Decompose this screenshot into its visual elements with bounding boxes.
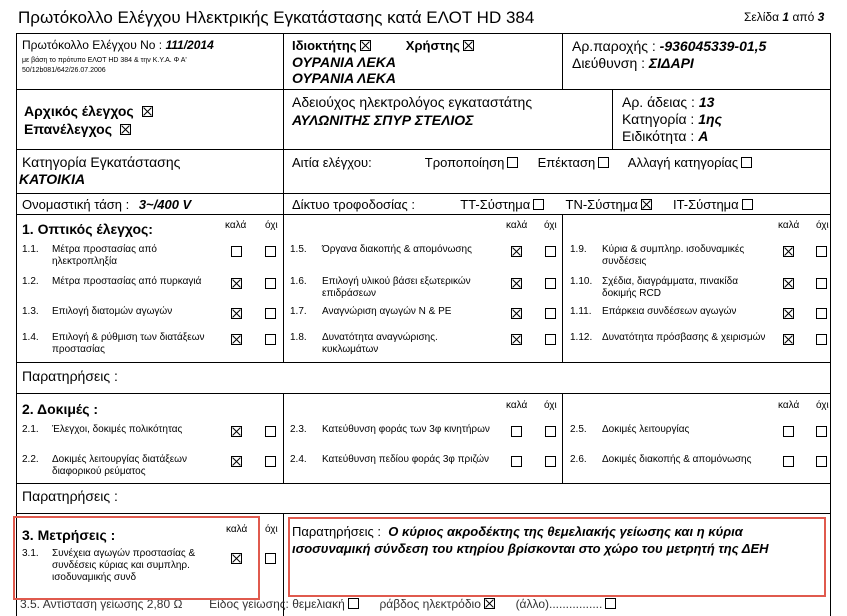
address: Διεύθυνση : ΣΙΔΑΡΙ [572,55,694,71]
initial-check-checkbox[interactable] [142,106,153,117]
section1-item-no-checkbox[interactable] [265,246,276,257]
section2-item-no-checkbox[interactable] [545,426,556,437]
recheck: Επανέλεγχος [24,121,131,137]
section1-item-text: Σχέδια, διαγράμματα, πινακίδα δοκιμής RCD [602,276,738,299]
earthing-row: 3.5. Αντίσταση γείωσης 2,80 Ω Είδος γείωσης: θεμελιακή ράβδος ηλεκτρόδιο (άλλο)................ [20,597,616,611]
section3-item-no-checkbox[interactable] [265,553,276,564]
section2-item-text: Δοκιμές λειτουργίας [602,424,690,435]
section1-item-number: 1.11. [570,306,592,317]
section1-title: 1. Οπτικός έλεγχος: [22,221,153,237]
tt-system-checkbox[interactable] [533,199,544,210]
section1-item-number: 1.1. [22,244,39,255]
section1-item-text: Επιλογή & ρύθμιση των διατάξεων προστασίας [52,332,205,355]
section1-item-good-checkbox[interactable] [783,278,794,289]
initial-check: Αρχικός έλεγχος [24,103,153,119]
section1-item-good-checkbox[interactable] [231,246,242,257]
section3-no-header: όχι [265,524,278,535]
page-indicator: Σελίδα 1 από 3 [744,10,825,24]
section1-item-good-checkbox[interactable] [231,278,242,289]
foundation-earth-checkbox[interactable] [348,598,359,609]
section1-item-no-checkbox[interactable] [545,278,556,289]
section1-remarks: Παρατηρήσεις : [22,368,118,384]
check-reason: Αιτία ελέγχου: Τροποποίηση Επέκταση Αλλαγή κατηγορίας [292,155,752,170]
user-checkbox[interactable] [463,40,474,51]
section1-item-number: 1.7. [290,306,307,317]
section3-title: 3. Μετρήσεις : [22,527,116,543]
section2-item-text: Κατεύθυνση πεδίου φοράς 3φ πριζών [322,454,489,465]
section1-item-good-checkbox[interactable] [511,246,522,257]
section2-item-no-checkbox[interactable] [816,426,827,437]
section1-item-number: 1.9. [570,244,587,255]
supply-number: Αρ.παροχής : -936045339-01,5 [572,38,767,54]
supply-network: Δίκτυο τροφοδοσίας : TT-Σύστημα TN-Σύστημα IT-Σύστημα [292,197,753,212]
section2-item-good-checkbox[interactable] [231,456,242,467]
owner-checkbox[interactable] [360,40,371,51]
section1-item-text: Επιλογή διατομών αγωγών [52,306,173,317]
section1-item-number: 1.4. [22,332,39,343]
section1-item-text: Δυνατότητα αναγνώρισης. κυκλωμάτων [322,332,438,355]
section2-item-good-checkbox[interactable] [231,426,242,437]
section2-title: 2. Δοκιμές : [22,401,99,417]
section2-item-number: 2.4. [290,454,307,465]
section1-item-good-checkbox[interactable] [231,334,242,345]
section1-item-no-checkbox[interactable] [816,334,827,345]
license-number: Αρ. άδειας : 13 [622,94,715,110]
section1-item-number: 1.12. [570,332,593,343]
section1-item-text: Μέτρα προστασίας από ηλεκτροπληξία [52,244,157,267]
rod-electrode-checkbox[interactable] [484,598,495,609]
section2-item-number: 2.5. [570,424,587,435]
electrician-name: ΑΥΛΩΝΙΤΗΣ ΣΠΥΡ ΣΤΕΛΙΟΣ [292,112,474,128]
section1-item-text: Επιλογή υλικού βάσει εξωτερικών επιδράσεων [322,276,471,299]
section1-item-text: Επάρκεια συνδέσεων αγωγών [602,306,737,317]
section2-item-number: 2.3. [290,424,307,435]
section2-col3-no-header: όχι [816,400,829,411]
section1-item-text: Δυνατότητα πρόσβασης & χειρισμών [602,332,766,343]
section2-item-good-checkbox[interactable] [783,426,794,437]
section2-col3-good-header: καλά [778,400,800,411]
section1-col1-good-header: καλά [225,220,247,231]
section1-item-text: Κύρια & συμπληρ. ισοδυναμικές συνδέσεις [602,244,745,267]
section1-col1-no-header: όχι [265,220,278,231]
section2-item-no-checkbox[interactable] [816,456,827,467]
owner-user-row: Ιδιοκτήτης Χρήστης [292,38,474,53]
user-name: ΟΥΡΑΝΙΑ ΛΕΚΑ [292,70,396,86]
nominal-voltage: Ονομαστική τάση : 3~/400 V [22,197,192,212]
section1-item-good-checkbox[interactable] [231,308,242,319]
section1-item-no-checkbox[interactable] [265,278,276,289]
section1-item-no-checkbox[interactable] [545,308,556,319]
page-title: Πρωτόκολλο Ελέγχου Ηλεκτρικής Εγκατάστασης κατά ΕΛΟΤ HD 384 [18,8,535,27]
highlight-box-remarks [288,517,826,597]
section1-item-good-checkbox[interactable] [511,278,522,289]
section3-item-number: 3.1. [22,548,39,559]
specialty: Ειδικότητα : Α [622,128,709,144]
section1-item-no-checkbox[interactable] [545,334,556,345]
section1-item-good-checkbox[interactable] [511,308,522,319]
protocol-number: Πρωτόκολλο Ελέγχου No : 111/2014 [22,38,214,52]
reason-extension-checkbox[interactable] [598,157,609,168]
section3-good-header: καλά [226,524,248,535]
install-category: ΚΑΤΟΙΚΙΑ [19,171,86,187]
section2-item-good-checkbox[interactable] [511,426,522,437]
section1-item-good-checkbox[interactable] [511,334,522,345]
section1-item-text: Αναγνώριση αγωγών N & PE [322,306,452,317]
section1-col2-good-header: καλά [506,220,528,231]
section1-item-number: 1.3. [22,306,39,317]
recheck-checkbox[interactable] [120,124,131,135]
section1-item-no-checkbox[interactable] [265,334,276,345]
section1-item-good-checkbox[interactable] [783,308,794,319]
section1-item-number: 1.8. [290,332,307,343]
section2-item-no-checkbox[interactable] [265,456,276,467]
section1-item-text: Μέτρα προστασίας από πυρκαγιά [52,276,202,287]
section1-col3-no-header: όχι [816,220,829,231]
section3-remarks: Παρατηρήσεις : Ο κύριος ακροδέκτης της θεμελιακής γείωσης και η κύρια ισοσυναμική σύνδεση του κτηρίου βρίσκονται στο χώρο του μετρητή της ΔΕΗ [292,524,769,556]
section1-item-number: 1.6. [290,276,307,287]
section2-remarks: Παρατηρήσεις : [22,488,118,504]
section1-item-number: 1.10. [570,276,593,287]
it-system-checkbox[interactable] [742,199,753,210]
section2-col2-good-header: καλά [506,400,528,411]
section2-item-number: 2.2. [22,454,39,465]
reason-category-change-checkbox[interactable] [741,157,752,168]
section1-col3-good-header: καλά [778,220,800,231]
section2-col2-no-header: όχι [544,400,557,411]
section1-item-number: 1.2. [22,276,39,287]
section2-item-good-checkbox[interactable] [511,456,522,467]
section2-item-no-checkbox[interactable] [265,426,276,437]
reason-modification-checkbox[interactable] [507,157,518,168]
section1-item-no-checkbox[interactable] [816,308,827,319]
section2-item-good-checkbox[interactable] [783,456,794,467]
section1-item-good-checkbox[interactable] [783,334,794,345]
section1-col2-no-header: όχι [544,220,557,231]
section2-item-no-checkbox[interactable] [545,456,556,467]
section2-item-text: Δοκιμές διακοπής & απομόνωσης [602,454,752,465]
license-category: Κατηγορία : 1ης [622,111,722,127]
section1-item-number: 1.5. [290,244,307,255]
electrician-label: Αδειούχος ηλεκτρολόγος εγκαταστάτης [292,94,533,110]
section3-item-text: Συνέχεια αγωγών προστασίας & συνδέσεις κύριας και συμπληρ. ισοδυναμικής συνδ [52,548,196,583]
section1-item-no-checkbox[interactable] [816,246,827,257]
tn-system-checkbox[interactable] [641,199,652,210]
protocol-note: με βάση το πρότυπο ΕΛΟΤ HD 384 & την Κ.Υ.Α. Φ Α' 50/12b081/642/26.07.2006 [22,57,187,74]
section1-item-good-checkbox[interactable] [783,246,794,257]
other-earth-checkbox[interactable] [605,598,616,609]
section1-item-text: Όργανα διακοπής & απομόνωσης [322,244,472,255]
section2-item-text: Κατεύθυνση φοράς των 3φ κινητήρων [322,424,490,435]
section2-item-text: Έλεγχοι, δοκιμές πολικότητας [52,424,183,435]
section1-item-no-checkbox[interactable] [265,308,276,319]
section2-item-number: 2.6. [570,454,587,465]
section1-item-no-checkbox[interactable] [816,278,827,289]
owner-name: ΟΥΡΑΝΙΑ ΛΕΚΑ [292,54,396,70]
install-category-label: Κατηγορία Εγκατάστασης [22,154,181,170]
highlight-box-measurements [13,516,260,600]
section2-item-number: 2.1. [22,424,39,435]
section2-item-text: Δοκιμές λειτουργίας διατάξεων διαφορικού ρεύματος [52,454,187,477]
section1-item-no-checkbox[interactable] [545,246,556,257]
